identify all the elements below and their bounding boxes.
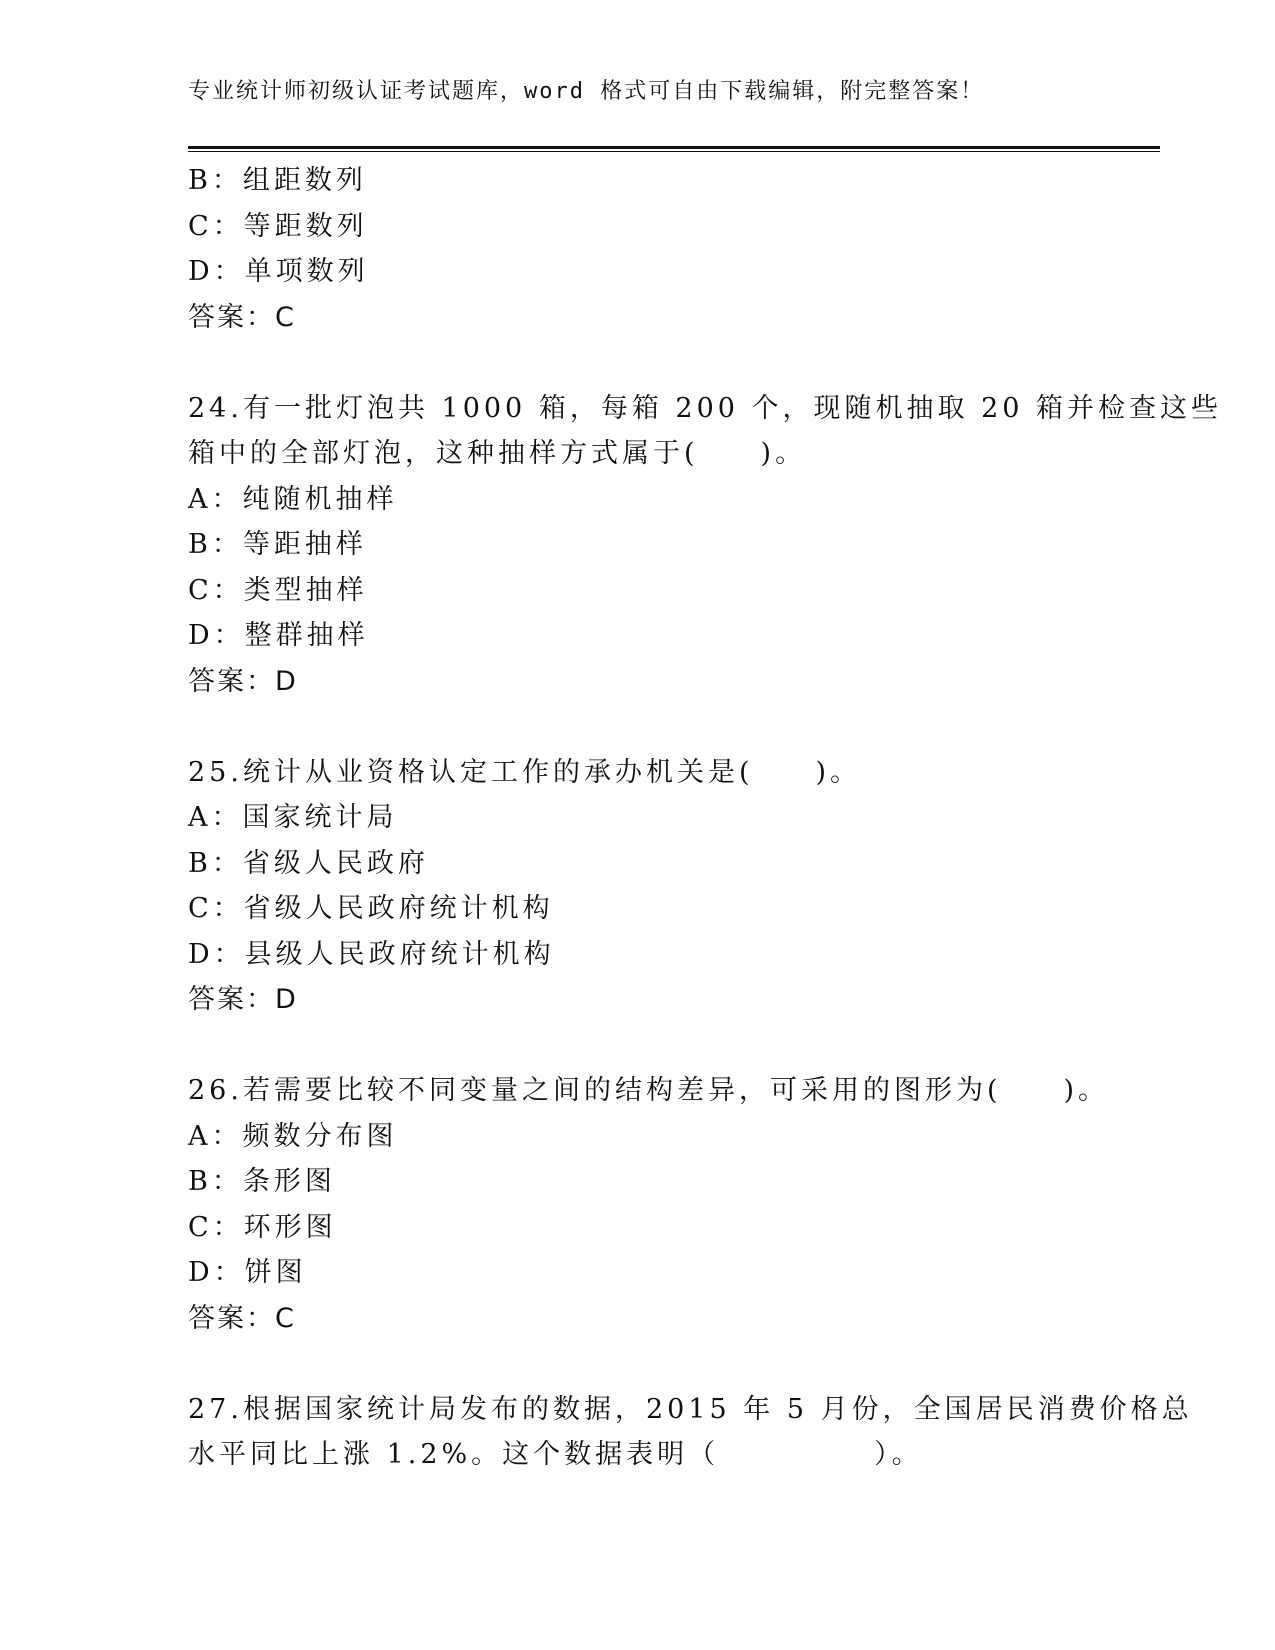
option-line: C：省级人民政府统计机构 xyxy=(188,893,554,924)
page-header: 专业统计师初级认证考试题库，word 格式可自由下载编辑，附完整答案！ xyxy=(188,79,985,104)
option-line: C：等距数列 xyxy=(188,210,368,242)
option-line: D：饼图 xyxy=(188,1257,307,1288)
answer-line: 答案：D xyxy=(188,984,298,1015)
option-line: A：纯随机抽样 xyxy=(188,483,398,515)
option-line: D：整群抽样 xyxy=(188,620,369,651)
question-line: 箱中的全部灯泡，这种抽样方式属于( )。 xyxy=(188,438,807,469)
option-line: A：频数分布图 xyxy=(188,1120,398,1152)
answer-line: 答案：D xyxy=(188,665,298,697)
option-line: C：类型抽样 xyxy=(188,574,368,606)
option-line: D：县级人民政府统计机构 xyxy=(188,938,555,970)
option-line: B：等距抽样 xyxy=(188,529,367,560)
question-line: 水平同比上涨 1.2%。这个数据表明（ ）。 xyxy=(188,1439,923,1470)
spacer xyxy=(188,340,1128,386)
spacer xyxy=(188,1023,1128,1069)
question-line: 27.根据国家统计局发布的数据，2015 年 5 月份，全国居民消费价格总 xyxy=(188,1393,1193,1425)
answer-line: 答案：C xyxy=(188,1302,296,1334)
spacer xyxy=(188,704,1128,750)
option-line: C：环形图 xyxy=(188,1211,337,1243)
option-line: D：单项数列 xyxy=(188,256,369,287)
header-rule-thin xyxy=(188,151,1160,152)
question-content xyxy=(188,158,1223,1478)
answer-line: 答案：C xyxy=(188,301,296,333)
spacer xyxy=(188,1341,1128,1387)
header-rule-thick xyxy=(188,146,1160,149)
option-line: B：条形图 xyxy=(188,1166,336,1197)
question-line: 25.统计从业资格认定工作的承办机关是( )。 xyxy=(188,756,862,788)
option-line: A：国家统计局 xyxy=(188,802,398,833)
question-line: 24.有一批灯泡共 1000 箱，每箱 200 个，现随机抽取 20 箱并检查这些 xyxy=(188,392,1223,424)
option-line: B：省级人民政府 xyxy=(188,847,429,879)
option-line: B：组距数列 xyxy=(188,165,367,196)
question-line: 26.若需要比较不同变量之间的结构差异，可采用的图形为( )。 xyxy=(188,1075,1110,1106)
